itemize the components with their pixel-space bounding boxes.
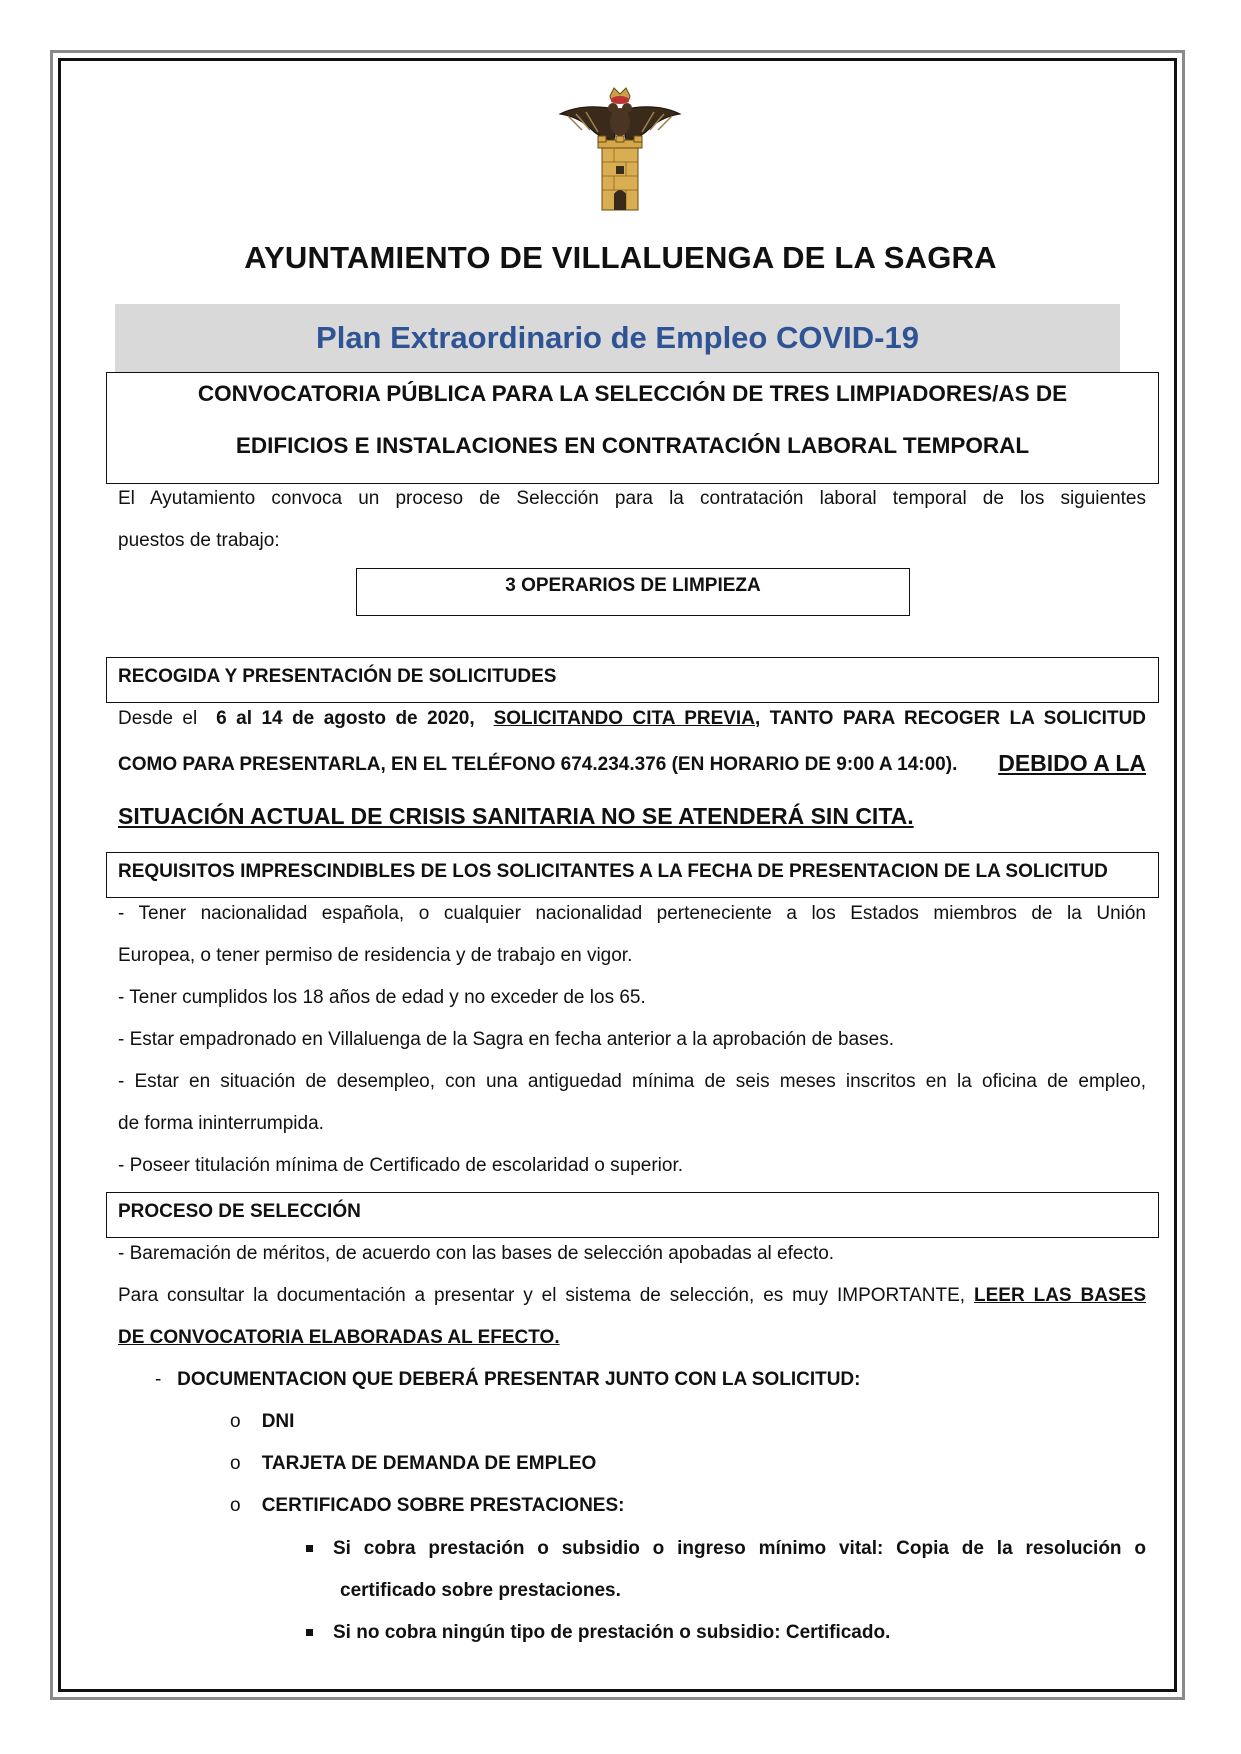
sub-item-1b: certificado sobre prestaciones. [340,1580,621,1601]
aviso-line-2: SITUACIÓN ACTUAL DE CRISIS SANITARIA NO SE ATENDERÁ SIN CITA. [118,803,914,829]
intro-line-2: puestos de trabajo: [118,530,280,551]
requisitos-heading: REQUISITOS IMPRESCINDIBLES DE LOS SOLICITANTES A LA FECHA DE PRESENTACION DE LA SOLICITUD [106,852,1159,898]
circle-bullet-icon: o [230,1453,241,1474]
doc-item-tarjeta [230,1453,596,1475]
sub-item-1a-text: Si cobra prestación o subsidio o ingreso mínimo vital: Copia de la resolución o [333,1538,1146,1559]
recogida-line-2 [118,754,957,776]
requisito-1b: Europea, o tener permiso de residencia y de trabajo en vigor. [118,945,633,966]
doc-item-label: TARJETA DE DEMANDA DE EMPLEO [261,1453,597,1474]
recogida-fechas: 6 al 14 de agosto de 2020, [216,708,475,729]
requisito-2: - Tener cumplidos los 18 años de edad y no exceder de los 65. [118,987,646,1008]
proceso-lead: Para consultar la documentación a presentar y el sistema de selección, es muy IMPORTANTE, [118,1285,966,1306]
aviso-line-1: DEBIDO A LA [998,750,1146,776]
proceso-line-1: - Baremación de méritos, de acuerdo con las bases de selección apobadas al efecto. [118,1243,835,1264]
doc-heading: DOCUMENTACION QUE DEBERÁ PRESENTAR JUNTO CON LA SOLICITUD: [177,1369,861,1390]
cita-previa-text: SOLICITANDO CITA PREVIA [493,708,755,729]
telefono-text: COMO PARA PRESENTARLA, EN EL TELÉFONO 674.234.376 (EN HORARIO DE 9:00 A 14:00). [118,754,958,775]
square-bullet-icon [306,1629,313,1636]
requisito-1a: - Tener nacionalidad española, o cualquier nacionalidad perteneciente a los Estados miembros de la Unión [118,903,1146,924]
intro-line-1: El Ayutamiento convoca un proceso de Selección para la contratación laboral temporal de los siguientes [118,488,1146,509]
sub-item-2-text: Si no cobra ningún tipo de prestación o subsidio: Certificado. [333,1622,891,1643]
convocatoria-line-1: CONVOCATORIA PÚBLICA PARA LA SELECCIÓN DE TRES LIMPIADORES/AS DE [197,381,1068,406]
recogida-desde: Desde el [118,708,198,729]
bases-link-2: DE CONVOCATORIA ELABORADAS AL EFECTO. [118,1327,560,1348]
circle-bullet-icon: o [230,1495,241,1516]
requisito-3: - Estar empadronado en Villaluenga de la Sagra en fecha anterior a la aprobación de bases. [118,1029,895,1050]
doc-item-label: DNI [261,1411,295,1432]
plan-subtitle: Plan Extraordinario de Empleo COVID-19 [316,320,919,355]
requisito-5: - Poseer titulación mínima de Certificado de escolaridad o superior. [118,1155,684,1176]
recogida-heading: RECOGIDA Y PRESENTACIÓN DE SOLICITUDES [106,657,1159,703]
convocatoria-line-2: EDIFICIOS E INSTALACIONES EN CONTRATACIÓN LABORAL TEMPORAL [235,433,1030,458]
doc-item-label: CERTIFICADO SOBRE PRESTACIONES: [261,1495,625,1516]
recogida-rest: , TANTO PARA RECOGER LA SOLICITUD [754,708,1147,729]
doc-heading-row [155,1369,861,1391]
doc-dash: - [155,1369,162,1390]
coat-of-arms-logo [558,86,682,214]
sub-item-2 [306,1622,890,1644]
doc-item-dni [230,1411,294,1433]
circle-bullet-icon: o [230,1411,241,1432]
proceso-line-2 [118,1285,1146,1307]
requisito-4a: - Estar en situación de desempleo, con una antiguedad mínima de seis meses inscritos en la oficina de empleo, [118,1071,1146,1092]
recogida-line-1 [118,708,1146,730]
proceso-heading: PROCESO DE SELECCIÓN [106,1192,1159,1238]
sub-item-1a [306,1538,1146,1560]
square-bullet-icon [306,1545,313,1552]
puestos-box: 3 OPERARIOS DE LIMPIEZA [356,568,910,616]
doc-item-certificado [230,1495,624,1517]
page-title: AYUNTAMIENTO DE VILLALUENGA DE LA SAGRA [244,240,997,275]
bases-link-1: LEER LAS BASES [974,1285,1146,1306]
requisito-4b: de forma ininterrumpida. [118,1113,324,1134]
